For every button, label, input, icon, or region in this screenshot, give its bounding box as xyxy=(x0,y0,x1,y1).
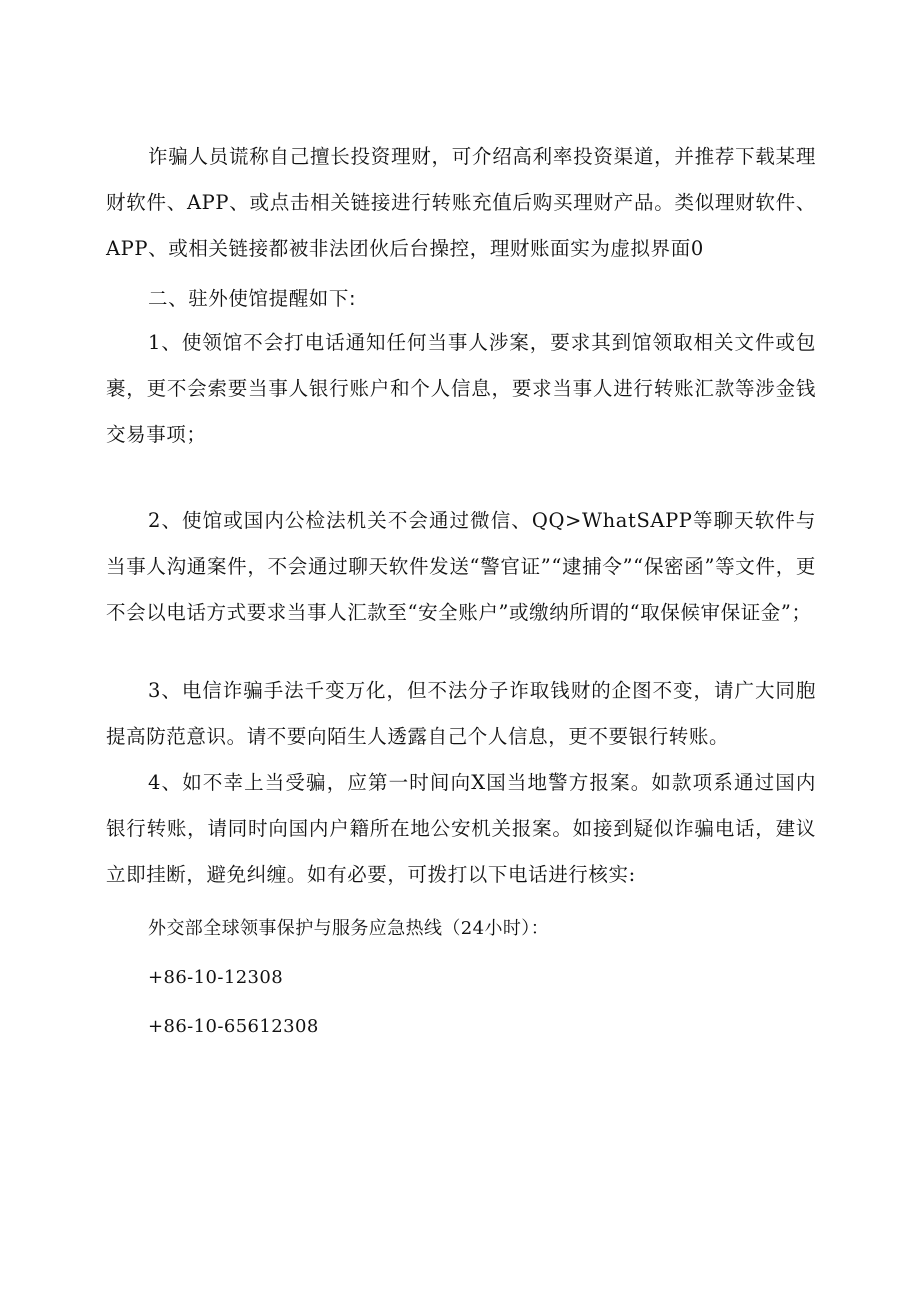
section-heading: 二、驻外使馆提醒如下: xyxy=(148,287,357,310)
phone-number-1: +86-10-12308 xyxy=(148,967,284,988)
phone-number-2: +86-10-65612308 xyxy=(148,1016,319,1037)
reminder-item-1: 1、使领馆不会打电话通知任何当事人涉案，要求其到馆领取相关文件或包裹，更不会索要当事人银行账户和个人信息，要求当事人进行转账汇款等涉金钱交易事项； xyxy=(106,331,816,446)
reminder-item-4: 4、如不幸上当受骗，应第一时间向X国当地警方报案。如款项系通过国内银行转账，请同时向国内户籍所在地公安机关报案。如接到疑似诈骗电话，建议立即挂断，避免纠缠。如有必要，可拨打以下电话进行核实: xyxy=(106,771,816,886)
reminder-item-3: 3、电信诈骗手法千变万化，但不法分子诈取钱财的企图不变，请广大同胞提高防范意识。请不要向陌生人透露自己个人信息，更不要银行转账。 xyxy=(106,679,816,748)
reminder-item-2: 2、使馆或国内公检法机关不会通过微信、QQ>WhatSAPP等聊天软件与当事人沟通案件，不会通过聊天软件发送“警官证”“逮捕令”“保密函”等文件，更不会以电话方式要求当事人汇款至“安全账户”或缴纳所谓的“取保候审保证金”； xyxy=(106,509,816,624)
intro-paragraph: 诈骗人员谎称自己擅长投资理财，可介绍高利率投资渠道，并推荐下载某理财软件、APP、或点击相关链接进行转账充值后购买理财产品。类似理财软件、APP、或相关链接都被非法团伙后台操控，理财账面实为虚拟界面0 xyxy=(106,145,816,260)
hotline-label: 外交部全球领事保护与服务应急热线（24小时）： xyxy=(148,918,550,939)
